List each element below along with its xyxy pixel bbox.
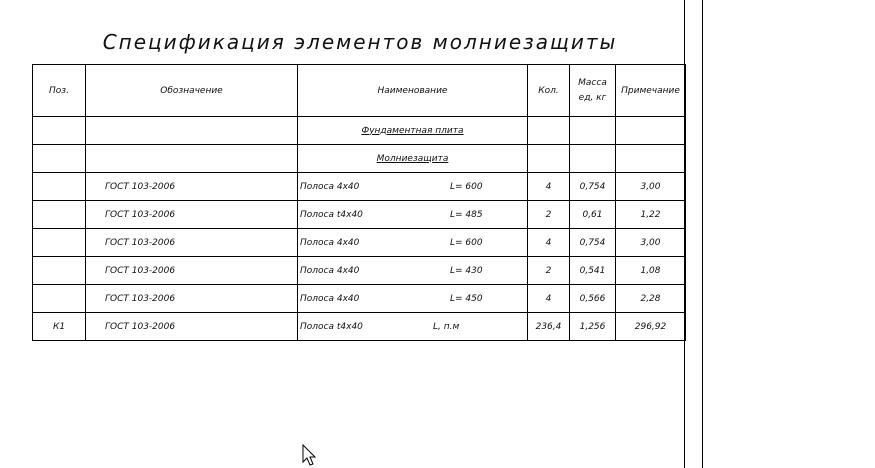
header-mass-line1: Масса (578, 77, 607, 88)
cell-pos: К1 (33, 313, 86, 341)
cell-note: 3,00 (616, 173, 686, 201)
cell-pos (33, 201, 86, 229)
cell-pos (33, 285, 86, 313)
item-length: L= 430 (450, 265, 483, 276)
item-length: L, п.м (433, 321, 460, 332)
cell-name (298, 285, 528, 313)
table-row (33, 201, 686, 229)
cell-designation: ГОСТ 103-2006 (86, 173, 298, 201)
item-length: L= 450 (450, 293, 483, 304)
cell-qty: 4 (528, 229, 570, 257)
table-row (33, 173, 686, 201)
table-row (33, 313, 686, 341)
cell-name (298, 173, 528, 201)
cell-note: 296,92 (616, 313, 686, 341)
header-qty: Кол. (528, 65, 570, 117)
cell-pos (33, 257, 86, 285)
table-header-row (33, 65, 686, 117)
item-name: Полоса t4х40 (300, 209, 363, 220)
cell-name (298, 229, 528, 257)
header-name: Наименование (298, 65, 528, 117)
cell-empty (33, 117, 86, 145)
cell-note: 1,08 (616, 257, 686, 285)
header-mass (570, 65, 616, 117)
page-title: Спецификация элементов молниезащиты (102, 30, 618, 54)
mouse-cursor-icon (302, 444, 318, 468)
cell-name (298, 201, 528, 229)
cell-designation: ГОСТ 103-2006 (86, 201, 298, 229)
cell-qty: 4 (528, 285, 570, 313)
table-row (33, 285, 686, 313)
cell-designation: ГОСТ 103-2006 (86, 285, 298, 313)
cell-qty: 2 (528, 257, 570, 285)
cell-empty (616, 145, 686, 173)
cell-note: 2,28 (616, 285, 686, 313)
cell-mass: 0,754 (570, 173, 616, 201)
table-row (33, 257, 686, 285)
cell-empty (528, 117, 570, 145)
cell-mass: 0,61 (570, 201, 616, 229)
cell-pos (33, 173, 86, 201)
specification-table (32, 64, 686, 341)
cell-empty (86, 145, 298, 173)
cell-empty (570, 145, 616, 173)
cell-name (298, 257, 528, 285)
header-mass-line2: ед, кг (578, 92, 607, 103)
cell-empty (528, 145, 570, 173)
item-name: Полоса 4х40 (300, 181, 360, 192)
cell-empty (570, 117, 616, 145)
cell-note: 3,00 (616, 229, 686, 257)
cell-mass: 1,256 (570, 313, 616, 341)
item-length: L= 485 (450, 209, 483, 220)
cell-name (298, 313, 528, 341)
section-row (33, 145, 686, 173)
cell-qty: 236,4 (528, 313, 570, 341)
item-name: Полоса 4х40 (300, 293, 360, 304)
table-row (33, 229, 686, 257)
cell-mass: 0,754 (570, 229, 616, 257)
cell-mass: 0,541 (570, 257, 616, 285)
item-name: Полоса 4х40 (300, 237, 360, 248)
header-designation: Обозначение (86, 65, 298, 117)
cell-note: 1,22 (616, 201, 686, 229)
sheet-frame-line (702, 0, 703, 468)
section-title: Фундаментная плита (298, 117, 528, 145)
header-note: Примечание (616, 65, 686, 117)
cell-empty (616, 117, 686, 145)
header-pos: Поз. (33, 65, 86, 117)
cell-qty: 4 (528, 173, 570, 201)
cell-designation: ГОСТ 103-2006 (86, 257, 298, 285)
cell-empty (86, 117, 298, 145)
cell-empty (33, 145, 86, 173)
item-length: L= 600 (450, 237, 483, 248)
cell-mass: 0,566 (570, 285, 616, 313)
cell-designation: ГОСТ 103-2006 (86, 313, 298, 341)
cell-designation: ГОСТ 103-2006 (86, 229, 298, 257)
item-name: Полоса 4х40 (300, 265, 360, 276)
item-length: L= 600 (450, 181, 483, 192)
cell-qty: 2 (528, 201, 570, 229)
section-title: Молниезащита (298, 145, 528, 173)
item-name: Полоса t4х40 (300, 321, 363, 332)
section-row (33, 117, 686, 145)
cell-pos (33, 229, 86, 257)
